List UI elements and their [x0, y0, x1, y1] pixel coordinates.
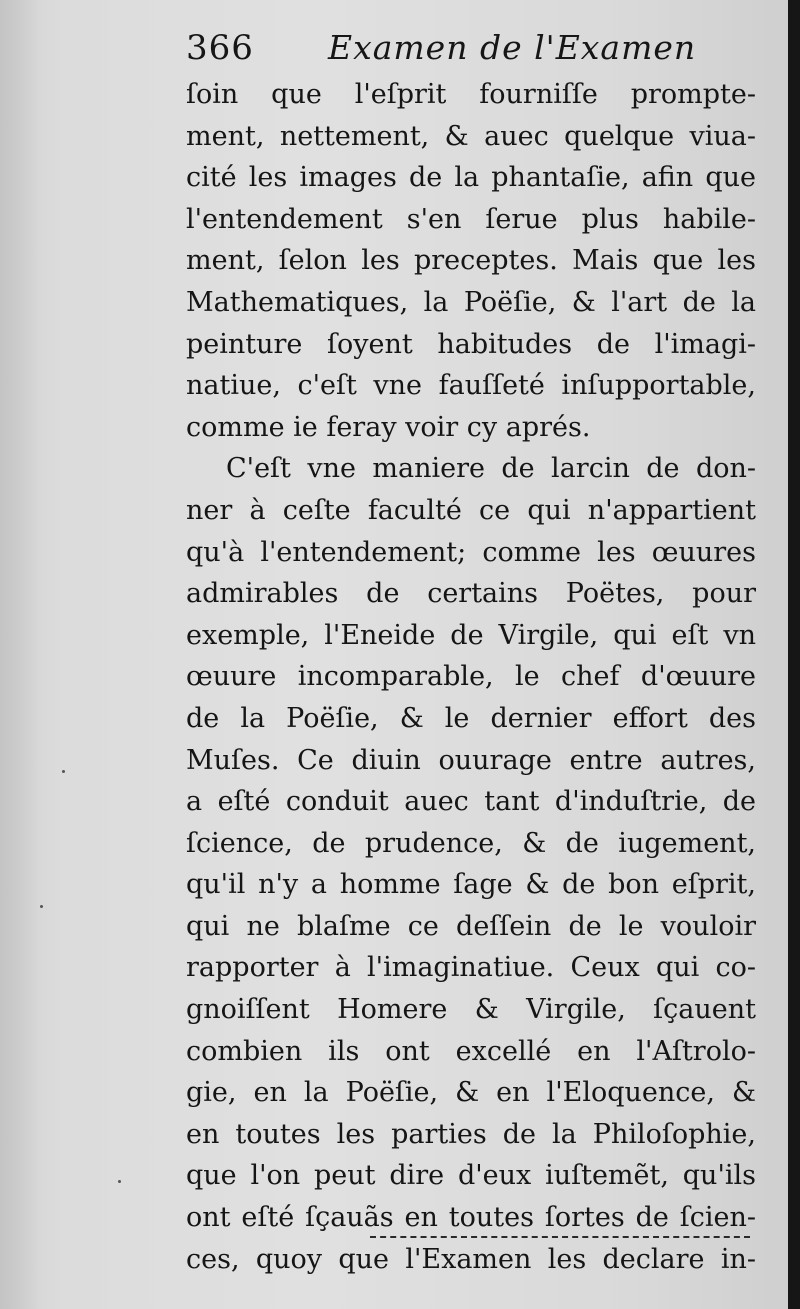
page-header: [186, 26, 746, 72]
text-line: l'entendement s'en ſerue plus habile-: [186, 203, 756, 235]
text-line: que l'on peut dire d'eux iuſtemẽt, qu'ils: [186, 1160, 756, 1192]
text-line: ment, nettement, & auec quelque viua-: [186, 120, 756, 152]
text-line: peinture ſoyent habitudes de l'imagi-: [186, 328, 756, 360]
text-line: ner à ceſte faculté ce qui n'appartient: [186, 494, 756, 526]
text-line: exemple, l'Eneide de Virgile, qui eſt vn: [186, 619, 756, 651]
paper-speck: [62, 770, 65, 773]
text-line: en toutes les parties de la Philoſophie,: [186, 1118, 756, 1150]
text-line: ces, quoy que l'Examen les declare in-: [186, 1243, 756, 1275]
text-line: natiue, c'eſt vne fauſſeté inſupportable,: [186, 370, 756, 402]
text-line: combien ils ont excellé en l'Aſtrolo-: [186, 1035, 756, 1067]
text-line: qui ne blaſme ce deſſein de le vouloir: [186, 910, 756, 942]
bottom-rule: [370, 1236, 750, 1238]
text-line: Muſes. Ce diuin ouurage entre autres,: [186, 744, 756, 776]
text-line: ont eſté ſçauãs en toutes ſortes de ſcien-: [186, 1202, 756, 1234]
text-line: de la Poëſie, & le dernier effort des: [186, 702, 756, 734]
page-margin-shadow: [0, 0, 40, 1309]
text-line: qu'il n'y a homme ſage & de bon eſprit,: [186, 869, 756, 901]
body-text: [186, 74, 756, 1280]
running-head: Examen de l'Examen: [328, 28, 697, 67]
text-line: comme ie feray voir cy aprés.: [186, 411, 591, 443]
page-number: 366: [186, 28, 254, 68]
text-line: a eſté conduit auec tant d'induſtrie, de: [186, 786, 756, 818]
text-line: cité les images de la phantaſie, afin que: [186, 162, 756, 194]
scan-edge: [788, 0, 800, 1309]
text-line: ment, ſelon les preceptes. Mais que les: [186, 245, 756, 277]
text-line: rapporter à l'imaginatiue. Ceux qui co-: [186, 952, 756, 984]
paper-speck: [40, 905, 43, 908]
text-line: gnoiſſent Homere & Virgile, ſçauent: [186, 994, 756, 1026]
text-line: ſoin que l'eſprit fourniſſe prompte-: [186, 79, 756, 110]
text-line: ſcience, de prudence, & de iugement,: [186, 827, 756, 859]
text-line: œuure incomparable, le chef d'œuure: [186, 661, 756, 693]
text-line: C'eſt vne maniere de larcin de don-: [226, 453, 756, 485]
text-line: qu'à l'entendement; comme les œuures: [186, 536, 756, 568]
text-line: Mathematiques, la Poëſie, & l'art de la: [186, 286, 756, 318]
paper-speck: [118, 1180, 121, 1183]
text-line: admirables de certains Poëtes, pour: [186, 578, 756, 610]
text-line: gie, en la Poëſie, & en l'Eloquence, &: [186, 1077, 756, 1109]
